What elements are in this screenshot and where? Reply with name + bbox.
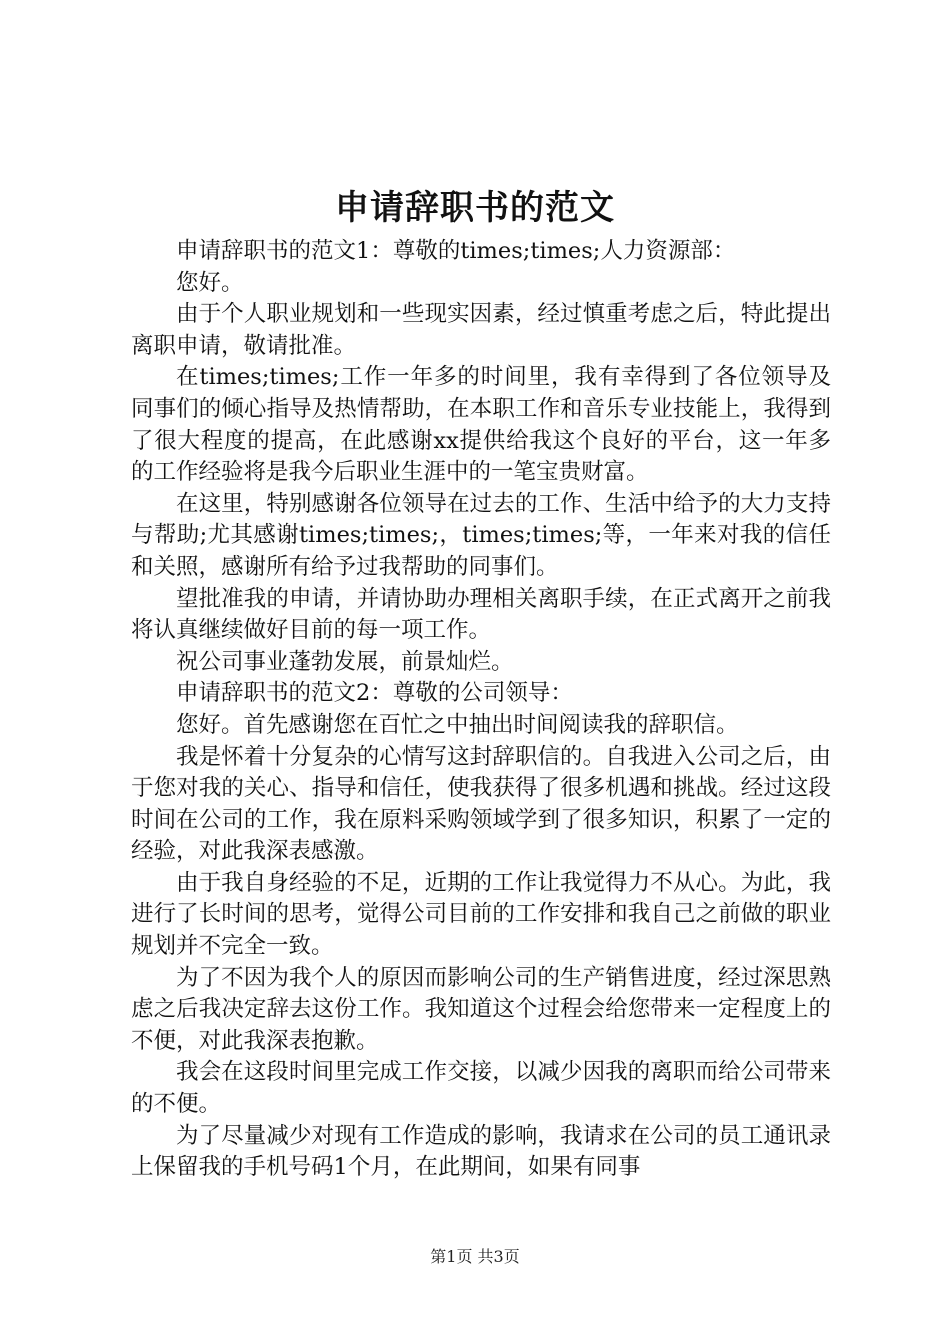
paragraph: 我是怀着十分复杂的心情写这封辞职信的。自我进入公司之后，由于您对我的关心、指导和信任，使我获得了很多机遇和挑战。经过这段时间在公司的工作，我在原料采购领域学到了很多知识，积累了一定的经验，对此我深表感激。 <box>131 743 831 865</box>
paragraph: 望批准我的申请，并请协助办理相关离职手续，在正式离开之前我将认真继续做好目前的每一项工作。 <box>131 585 831 644</box>
page-footer: 第1页 共3页 <box>430 1247 520 1266</box>
paragraph: 在times;times;工作一年多的时间里，我有幸得到了各位领导及同事们的倾心指导及热情帮助，在本职工作和音乐专业技能上，我得到了很大程度的提高，在此感谢xx提供给我这个良好的平台，这一年多的工作经验将是我今后职业生涯中的一笔宝贵财富。 <box>131 364 831 486</box>
paragraph: 祝公司事业蓬勃发展，前景灿烂。 <box>176 648 514 675</box>
paragraph: 由于个人职业规划和一些现实因素，经过慎重考虑之后，特此提出离职申请，敬请批准。 <box>131 301 831 359</box>
paragraph: 您好。 <box>176 269 244 296</box>
paragraph: 由于我自身经验的不足，近期的工作让我觉得力不从心。为此，我进行了长时间的思考，觉得公司目前的工作安排和我自己之前做的职业规划并不完全一致。 <box>131 869 831 960</box>
paragraph: 申请辞职书的范文2：尊敬的公司领导： <box>176 680 573 707</box>
document-body <box>131 236 831 1184</box>
document-title: 申请辞职书的范文 <box>335 188 615 228</box>
paragraph: 申请辞职书的范文1：尊敬的times;times;人力资源部： <box>176 238 736 264</box>
paragraph: 在这里，特别感谢各位领导在过去的工作、生活中给予的大力支持与帮助;尤其感谢times;times;，times;times;等，一年来对我的信任和关照，感谢所有给予过我帮助的同事们。 <box>131 490 831 580</box>
paragraph: 为了尽量减少对现有工作造成的影响，我请求在公司的员工通讯录上保留我的手机号码1个月，在此期间，如果有同事 <box>131 1122 831 1181</box>
paragraph: 您好。首先感谢您在百忙之中抽出时间阅读我的辞职信。 <box>176 711 739 738</box>
paragraph: 为了不因为我个人的原因而影响公司的生产销售进度，经过深思熟虑之后我决定辞去这份工作。我知道这个过程会给您带来一定程度上的不便，对此我深表抱歉。 <box>131 964 831 1054</box>
paragraph: 我会在这段时间里完成工作交接，以减少因我的离职而给公司带来的不便。 <box>131 1059 831 1118</box>
